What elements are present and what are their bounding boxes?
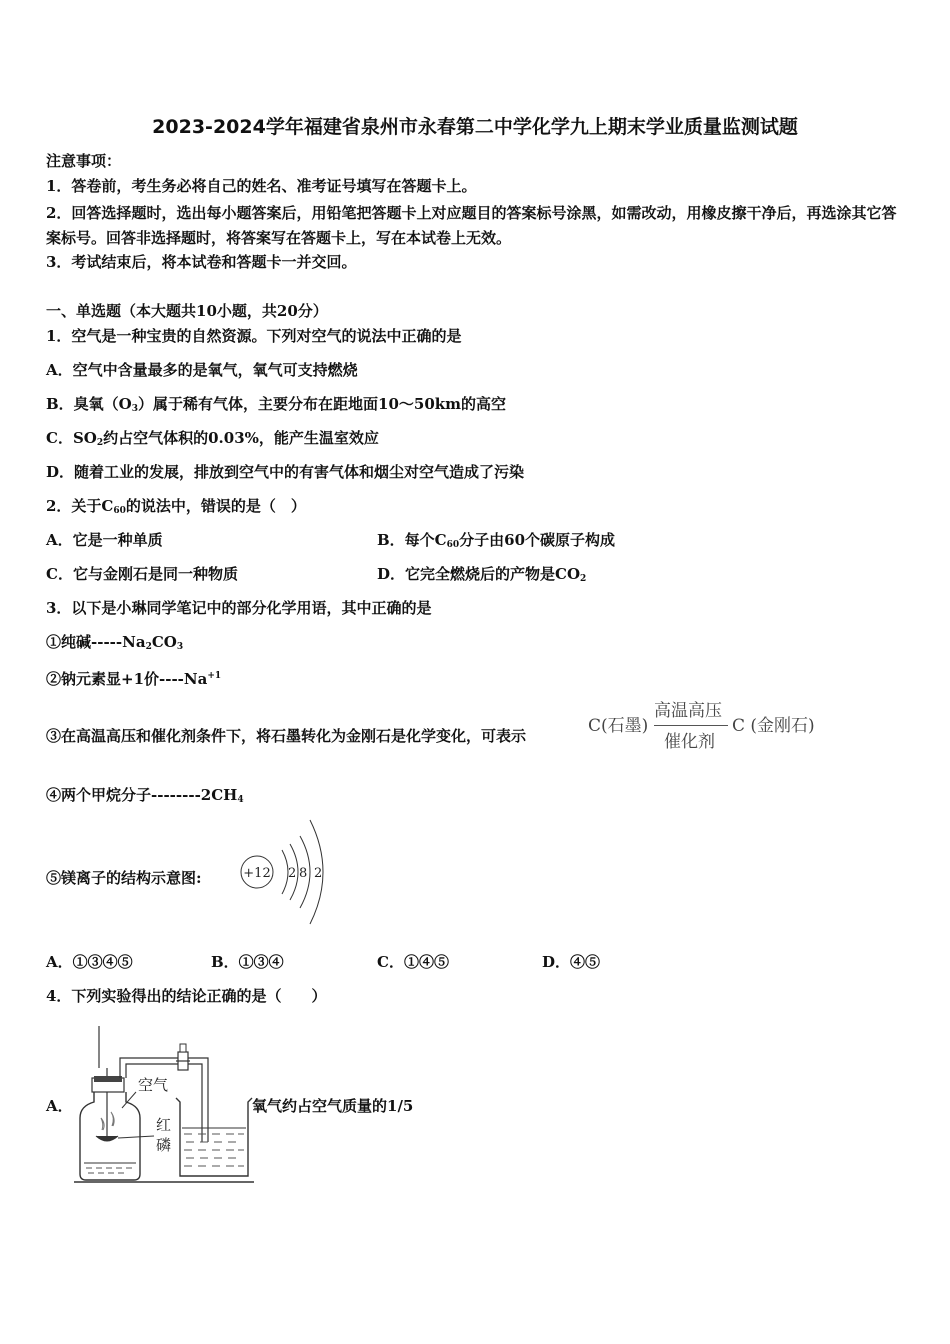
q1-stem: 1．空气是一种宝贵的自然资源。下列对空气的说法中正确的是	[46, 327, 462, 345]
equation-condition-bottom: 催化剂	[664, 732, 715, 752]
q3-item-5: ⑤镁离子的结构示意图:	[46, 869, 202, 887]
q3-stem: 3．以下是小琳同学笔记中的部分化学用语，其中正确的是	[46, 599, 432, 617]
equation-condition-top: 高温高压	[654, 701, 722, 721]
notice-heading: 注意事项：	[46, 152, 122, 170]
q3-option-d: D．④⑤	[542, 953, 601, 971]
shell-electrons-2: 8	[299, 866, 308, 881]
stopper-top	[94, 1076, 122, 1082]
q2-option-d: D．它完全燃烧后的产物是$CO_2$	[377, 565, 587, 584]
q3-option-c: C．①④⑤	[377, 953, 449, 971]
q2-option-a: A．它是一种单质	[46, 531, 163, 549]
q4-option-a-label: A．	[46, 1097, 73, 1115]
q4-option-a-text: 氧气约占空气质量的1/5	[252, 1097, 414, 1115]
q3-option-b: B．①③④	[211, 953, 284, 971]
section-heading: 一、单选题（本大题共10小题，共20分）	[46, 302, 328, 320]
q2-stem: 2．关于$C_{60}$的说法中，错误的是（ ）	[46, 497, 306, 516]
q2-option-b: B．每个$C_{60}$分子由60个碳原子构成	[377, 531, 616, 550]
beaker	[176, 1098, 252, 1176]
q3-item-4: ④两个甲烷分子$--------2CH_4$	[46, 786, 244, 805]
equation-left: C(石墨)	[588, 716, 649, 736]
q1-option-a: A．空气中含量最多的是氧气，氧气可支持燃烧	[46, 361, 358, 379]
q3-item-2: ②钠元素显+1价$----Na^{+1}$	[46, 670, 222, 688]
q2-option-c: C．它与金刚石是同一种物质	[46, 565, 238, 583]
q3-item-1: ①纯碱$-----Na_2CO_3$	[46, 633, 184, 652]
equation-right: C (金刚石)	[732, 716, 815, 736]
phosphorus-label-2: 磷	[156, 1136, 172, 1154]
q1-option-d: D．随着工业的发展，排放到空气中的有害气体和烟尘对空气造成了污染	[46, 463, 525, 481]
magnesium-ion-diagram	[236, 814, 336, 934]
q1-option-b: B．臭氧$(O_3)$属于稀有气体，主要分布在距地面10～50km的高空	[46, 395, 507, 414]
equation-arrow-line	[654, 725, 728, 726]
q4-stem: 4．下列实验得出的结论正确的是（ ）	[46, 987, 327, 1005]
q3-option-a: A．①③④⑤	[46, 953, 133, 971]
red-phosphorus-apparatus	[74, 1026, 256, 1186]
page-title: 2023-2024学年福建省泉州市永春第二中学化学九上期末学业质量监测试题	[152, 116, 798, 138]
phosphorus-label-1: 红	[156, 1116, 172, 1134]
notice-item-3: 3．考试结束后，将本试卷和答题卡一并交回。	[46, 253, 357, 271]
nucleus-charge: +12	[243, 866, 271, 881]
q3-item-3: ③在高温高压和催化剂条件下，将石墨转化为金刚石是化学变化，可表示	[46, 727, 527, 745]
notice-item-2: 2．回答选择题时，选出每小题答案后，用铅笔把答题卡上对应题目的答案标号涂黑，如需改动，用橡皮擦干净后，再选涂其它答案标号。回答非选择题时，将答案写在答题卡上，写在本试卷上无效。	[46, 204, 897, 247]
shell-electrons-3: 2	[314, 866, 323, 881]
notice-item-1: 1．答卷前，考生务必将自己的姓名、准考证号填写在答题卡上。	[46, 177, 477, 195]
shell-electrons-1: 2	[288, 866, 297, 881]
air-label: 空气	[138, 1076, 169, 1094]
q1-option-c: C．$SO_2$约占空气体积的0.03%，能产生温室效应	[46, 429, 379, 448]
